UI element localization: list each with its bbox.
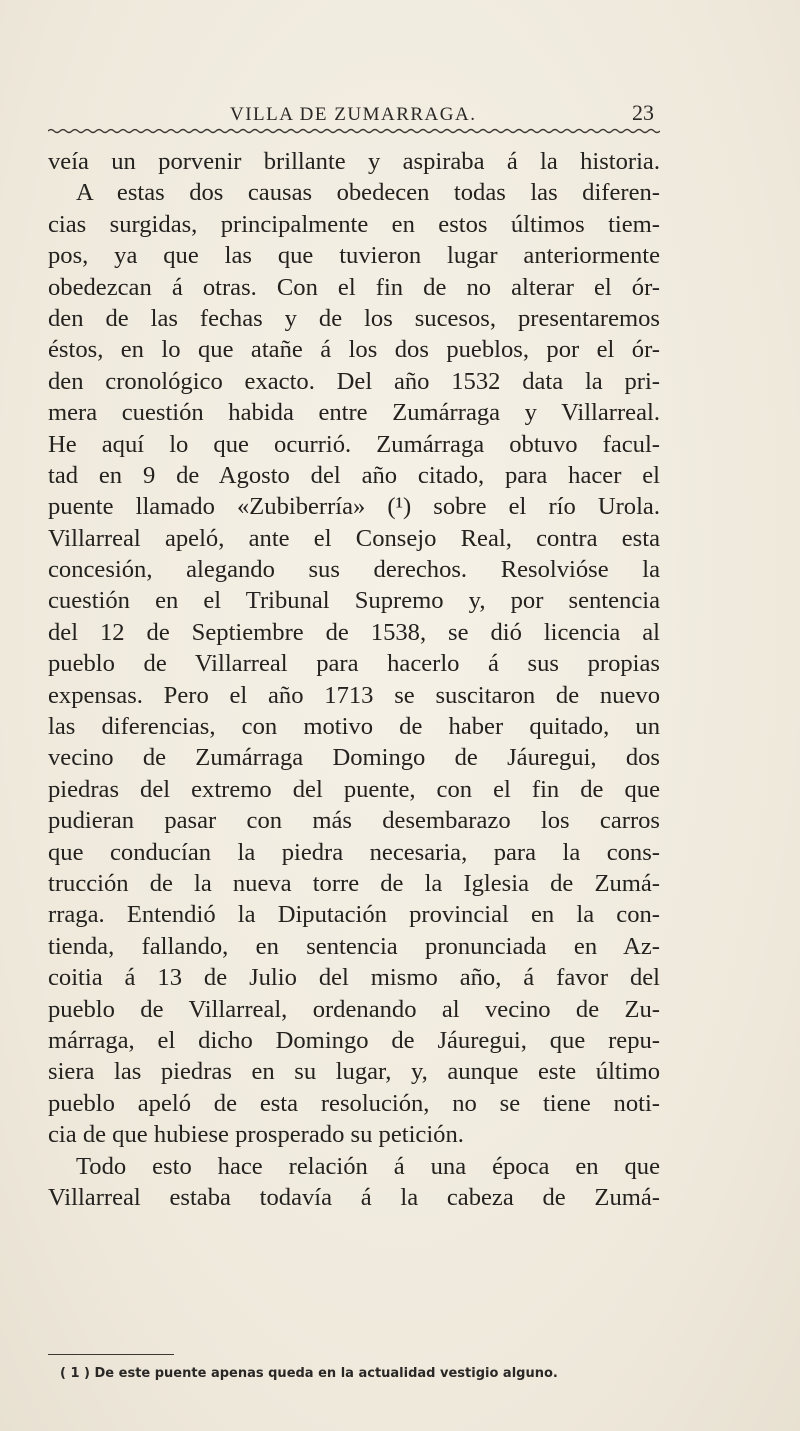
text-line: Villarreal estaba todavía á la cabeza de Zumá- — [48, 1183, 660, 1211]
text-line: Todo esto hace relación á una época en que — [76, 1152, 660, 1180]
text-line: coitia á 13 de Julio del mismo año, á favor del — [48, 964, 660, 992]
text-line: pueblo de Villarreal para hacerlo á sus propias — [48, 650, 660, 678]
text-line: pos, ya que las que tuvieron lugar anteriormente — [48, 242, 660, 270]
text-line: del 12 de Septiembre de 1538, se dió licencia al — [48, 618, 660, 646]
text-line: den de las fechas y de los sucesos, presentaremos — [48, 304, 660, 332]
page-number: 23 — [632, 100, 654, 125]
text-line: vecino de Zumárraga Domingo de Jáuregui, dos — [48, 744, 660, 772]
text-line: concesión, alegando sus derechos. Resolvióse la — [48, 556, 660, 584]
text-line: expensas. Pero el año 1713 se suscitaron de nuevo — [48, 681, 660, 709]
text-line: cia de que hubiese prosperado su petición. — [48, 1121, 464, 1149]
text-line: veía un porvenir brillante y aspiraba á la historia. — [48, 148, 660, 175]
text-line: puente llamado «Zubiberría» (¹) sobre el río Urola. — [48, 493, 660, 521]
text-line: cuestión en el Tribunal Supremo y, por sentencia — [48, 587, 660, 615]
text-line: mera cuestión habida entre Zumárraga y Villarreal. — [48, 399, 660, 427]
text-line: den cronológico exacto. Del año 1532 data la pri- — [48, 367, 660, 395]
text-line: pueblo apeló de esta resolución, no se tiene noti- — [48, 1089, 660, 1117]
text-line: piedras del extremo del puente, con el fin de que — [48, 775, 660, 803]
text-line: pudieran pasar con más desembarazo los carros — [48, 807, 660, 835]
text-line: Villarreal apeló, ante el Consejo Real, contra esta — [48, 524, 660, 552]
text-line: pueblo de Villarreal, ordenando al vecino de Zu- — [48, 995, 660, 1023]
text-line: tienda, fallando, en sentencia pronunciada en Az- — [48, 932, 660, 960]
body-text — [48, 146, 660, 1213]
text-line: siera las piedras en su lugar, y, aunque este último — [48, 1058, 660, 1086]
text-line: rraga. Entendió la Diputación provincial en la con- — [48, 901, 660, 929]
text-line: éstos, en lo que atañe á los dos pueblos, por el ór- — [48, 336, 660, 364]
text-line: obedezcan á otras. Con el fin de no alterar el ór- — [48, 273, 660, 301]
page-header — [48, 100, 660, 130]
text-line: tad en 9 de Agosto del año citado, para hacer el — [48, 461, 660, 489]
text-line: que conducían la piedra necesaria, para la cons- — [48, 838, 660, 866]
text-line: las diferencias, con motivo de haber quitado, un — [48, 713, 660, 741]
text-line: márraga, el dicho Domingo de Jáuregui, que repu- — [48, 1026, 660, 1054]
footnote: ( 1 ) De este puente apenas queda en la actualidad vestigio alguno. — [60, 1366, 558, 1381]
footnote-rule — [48, 1354, 174, 1355]
text-line: trucción de la nueva torre de la Iglesia de Zumá- — [48, 869, 660, 897]
text-line: He aquí lo que ocurrió. Zumárraga obtuvo facul- — [48, 430, 660, 458]
text-line: cias surgidas, principalmente en estos últimos tiem- — [48, 210, 660, 238]
text-line: A estas dos causas obedecen todas las diferen- — [76, 179, 660, 207]
running-title: VILLA DE ZUMARRAGA. — [230, 104, 477, 125]
header-wavy-rule — [48, 128, 660, 134]
